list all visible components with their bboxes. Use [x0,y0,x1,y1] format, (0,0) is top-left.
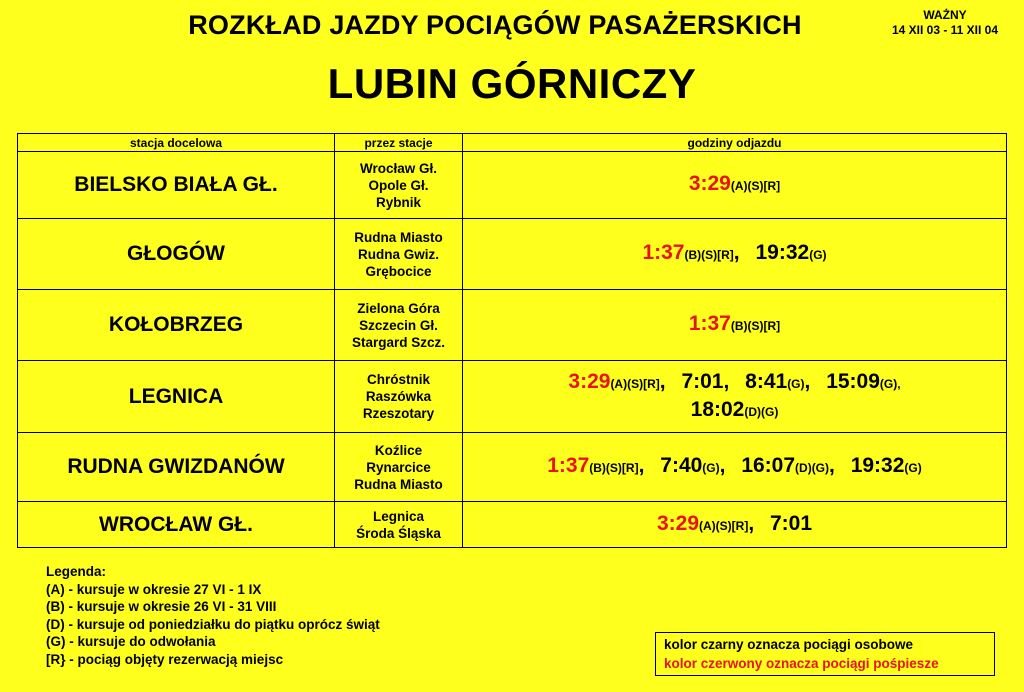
legend-title: Legenda: [46,564,107,579]
departure [745,370,804,393]
legend [46,563,380,668]
departure-line [463,171,1006,199]
column-header-destination: stacja docelowa [18,134,335,152]
departure-line: 3:29(A)(S)[R], 7:01 [656,511,813,535]
departure-time: 15:09 [826,369,880,393]
departure [681,370,723,393]
via-station: Rybnik [375,194,421,210]
destination-cell: GŁOGÓW [18,219,335,290]
table-row [18,219,1007,290]
departure [657,512,748,535]
via-station: Środa Śląska [356,525,441,541]
color-note-red: kolor czerwony oznacza pociągi pośpiesze [664,656,939,671]
via-station: Chróstnik [366,372,430,387]
departure-time: 19:32 [755,241,810,264]
destination-cell: LEGNICA [18,361,335,433]
table-row [18,433,1007,502]
departure-flags: (D)(G) [744,404,779,419]
departures-cell [463,219,1007,290]
departure [691,398,779,421]
departure-flags: (A)(S)[R] [730,179,781,193]
departure-flags: (G), [879,376,901,391]
departure-time: 1:37 [688,312,731,335]
table-row [18,502,1007,548]
departure-flags: (G) [809,248,827,262]
via-station: Zielona Góra [357,300,440,316]
timetable-title: ROZKŁAD JAZDY POCIĄGÓW PASAŻERSKICH [188,10,802,40]
departure-time: 18:02 [690,397,745,421]
via-station: Rudna Miasto [354,476,443,492]
departure-time: 3:29 [656,511,699,535]
via-cell [335,502,463,548]
departure-line: 1:37(B)(S)[R], 19:32(G) [642,241,827,264]
departures-cell [463,361,1007,433]
via-station: Grębocice [365,263,432,279]
departure [741,454,829,477]
table-header-row [18,134,1007,152]
departure [851,454,922,477]
via-station: Stargard Szcz. [351,334,446,350]
via-station: Rynarcice [366,459,431,475]
destination-cell: WROCŁAW GŁ. [18,502,335,548]
departures-cell [463,290,1007,361]
departure-line: 3:29(A)(S)[R], 7:01, 8:41(G), 15:09(G), [568,369,901,393]
table-row [18,361,1007,433]
validity-period: 14 XII 03 - 11 XII 04 [891,23,999,37]
color-note-black: kolor czarny oznacza pociągi osobowe [664,637,914,652]
legend-item: (G) - kursuje do odwołania [46,634,216,649]
departure-time: 1:37 [547,454,590,477]
color-note [655,632,995,676]
via-station: Koźlice [374,442,423,458]
departure [826,370,900,393]
departure-flags: (G) [787,376,805,391]
via-station: Legnica [372,508,424,524]
column-header-via: przez stacje [335,134,463,152]
departure-flags: (A)(S)[R] [610,376,660,391]
departure-flags: (B)(S)[R] [589,461,639,475]
legend-item: (A) - kursuje w okresie 27 VI - 1 IX [46,581,262,597]
departure-flags: (G) [904,461,922,475]
departure [642,241,733,264]
destination-cell: RUDNA GWIZDANÓW [18,433,335,502]
departure-time: 16:07 [741,454,796,477]
destination-cell: KOŁOBRZEG [18,290,335,361]
legend-item: (D) - kursuje od poniedziałku do piątku oprócz świąt [46,616,380,632]
via-station: Wrocław Gł. [359,160,438,176]
via-station: Rudna Miasto [354,229,443,245]
departure-flags: (D)(G) [795,461,830,475]
departure-time: 3:29 [568,369,611,393]
table-row [18,152,1007,219]
via-station: Opole Gł. [368,177,429,193]
departure-line [463,311,1006,339]
via-cell [335,290,463,361]
via-station: Rudna Gwiz. [358,246,439,262]
via-cell [335,219,463,290]
departure [568,370,659,393]
via-cell [335,152,463,219]
departure-flags: (B)(S)[R] [684,248,734,262]
legend-item: [R} - pociąg objęty rezerwacją miejsc [46,651,284,667]
destination-cell: BIELSKO BIAŁA GŁ. [18,152,335,219]
via-station: Szczecin Gł. [359,317,438,333]
departure [689,312,780,335]
table-row [18,290,1007,361]
departure [755,241,826,264]
column-header-departures: godziny odjazdu [463,134,1007,152]
departures-cell [463,152,1007,219]
departure [547,454,638,477]
departure-time: 3:29 [688,172,731,195]
timetable [17,133,1007,548]
legend-item: (B) - kursuje w okresie 26 VI - 31 VIII [46,599,277,614]
departures-cell [463,433,1007,502]
departure [660,454,719,477]
departure-line: 1:37(B)(S)[R], 7:40(G), 16:07(D)(G), 19:32(G) [547,454,922,477]
validity-info [870,8,1020,38]
departures-cell [463,502,1007,548]
departure-time: 19:32 [850,454,905,477]
validity-label: WAŻNY [923,8,967,22]
departure-flags: (A)(S)[R] [699,518,749,533]
departure-time: 7:40 [660,454,703,477]
departure [689,172,780,195]
departure-time: 1:37 [642,241,685,264]
departure-line [463,397,1006,425]
departure-flags: (G) [702,461,720,475]
station-name: LUBIN GÓRNICZY [327,60,697,107]
departure-time: 8:41 [745,369,788,393]
via-cell [335,433,463,502]
departure-time: 7:01 [681,369,724,393]
departure [770,512,812,535]
departure-flags: (B)(S)[R] [730,319,781,333]
via-station: Raszówka [365,389,432,404]
via-station: Rzeszotary [362,406,435,421]
departure-time: 7:01 [770,511,813,535]
via-cell [335,361,463,433]
